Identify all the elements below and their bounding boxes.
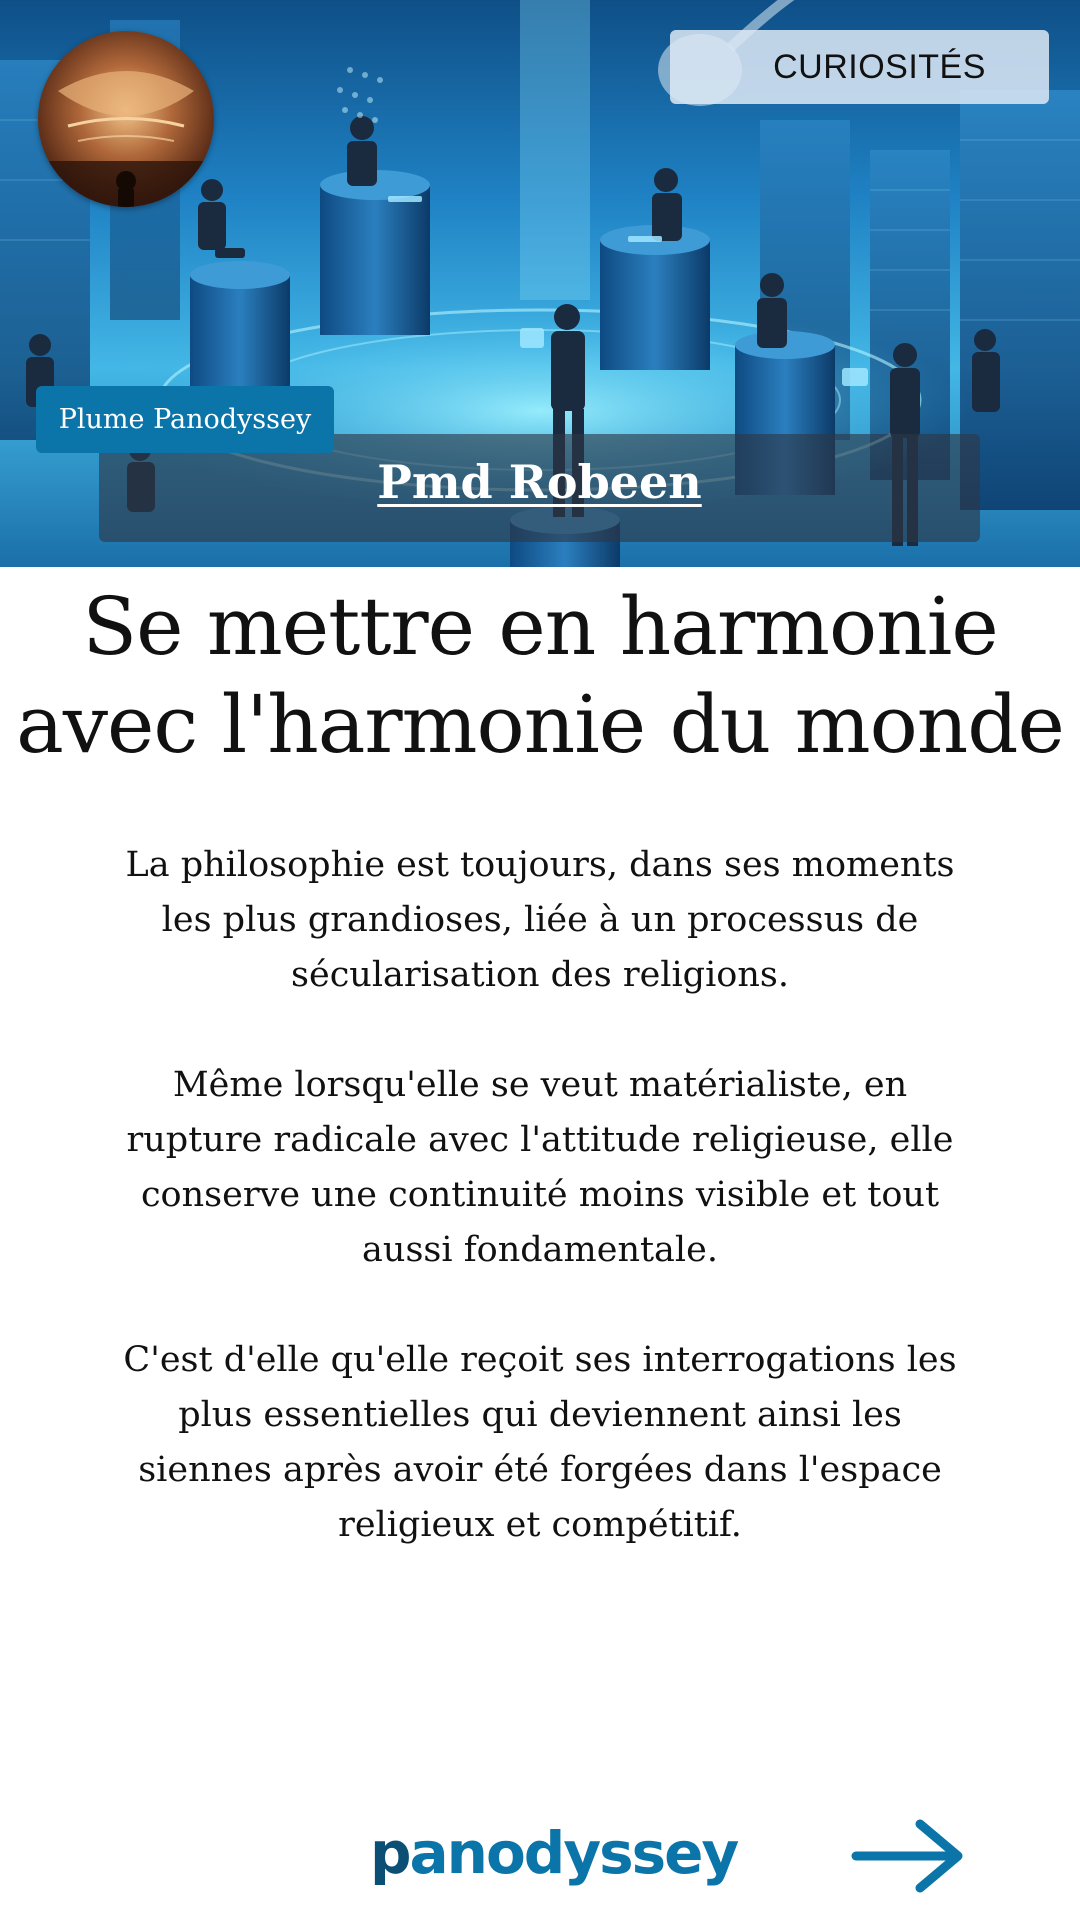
article-body xyxy=(120,838,960,1608)
panodyssey-logo[interactable] xyxy=(370,1817,737,1889)
author-avatar[interactable] xyxy=(38,31,214,207)
publisher-badge: Plume Panodyssey xyxy=(36,386,334,453)
article-paragraph: La philosophie est toujours, dans ses moments les plus grandioses, liée à un processus de sécularisation des religions. xyxy=(125,845,955,995)
author-name-link[interactable]: Pmd Robeen xyxy=(377,455,702,509)
avatar-image xyxy=(38,31,214,207)
article-title: Se mettre en harmonie avec l'harmonie du monde xyxy=(16,580,1064,771)
logo-wordmark: anodyssey xyxy=(409,1819,738,1887)
category-badge[interactable]: CURIOSITÉS xyxy=(670,30,1049,104)
arrow-right-icon[interactable] xyxy=(850,1818,968,1894)
logo-letter-p: p xyxy=(370,1819,410,1887)
cover-illustration xyxy=(0,0,1080,567)
article-paragraph: C'est d'elle qu'elle reçoit ses interrogations les plus essentielles qui deviennent ainsi les siennes après avoir été forgées dans l'espace religieux et compétitif. xyxy=(123,1340,957,1545)
article-paragraph: Même lorsqu'elle se veut matérialiste, en rupture radicale avec l'attitude religieuse, elle conserve une continuité moins visible et tout aussi fondamentale. xyxy=(126,1065,954,1270)
